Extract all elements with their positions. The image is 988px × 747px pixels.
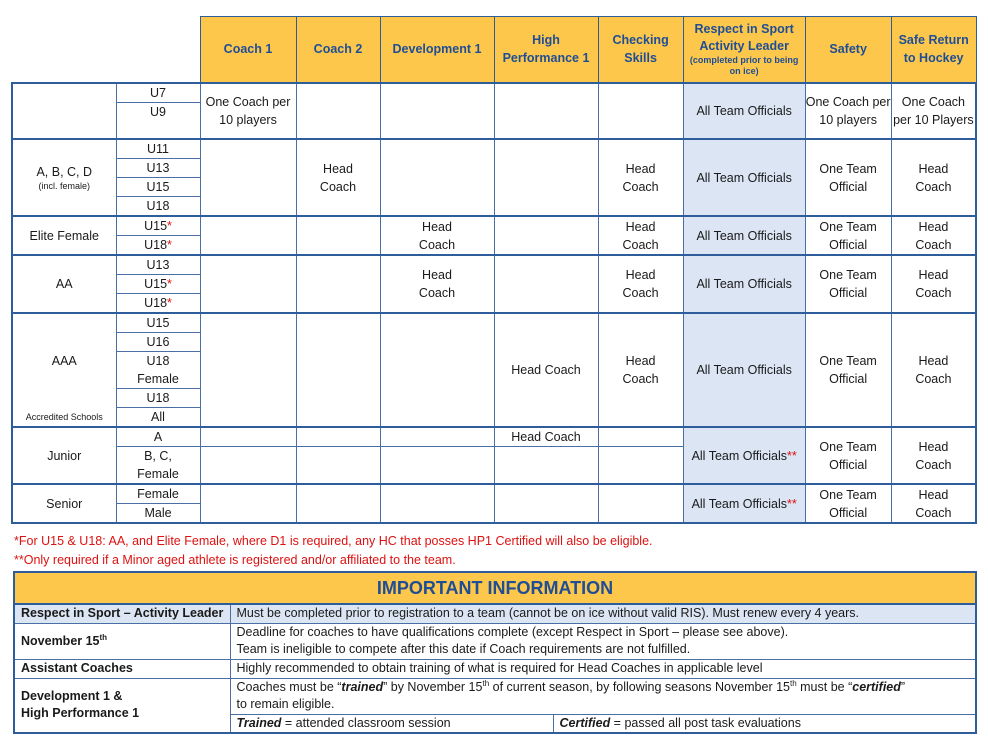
age-cell: U18 xyxy=(116,197,200,217)
info-label-ris: Respect in Sport – Activity Leader xyxy=(14,604,230,623)
safety-cell: One Team Official xyxy=(805,427,891,484)
coach2-cell xyxy=(296,484,380,523)
srh-cell: One Coach per 10 Players xyxy=(891,83,976,140)
info-label-nov xyxy=(14,623,230,659)
info-row xyxy=(14,659,976,678)
table-row xyxy=(12,484,976,504)
safety-text-2: 10 players xyxy=(819,112,877,127)
division-abcd: A, B, C, D xyxy=(36,165,93,179)
coach1-cell xyxy=(200,255,296,313)
age-text: U15 xyxy=(144,219,168,233)
coach1-cell xyxy=(200,83,296,140)
division-cell: Senior xyxy=(12,484,116,523)
ris-cell xyxy=(683,427,805,484)
header-ris xyxy=(683,17,805,83)
age-cell xyxy=(116,216,200,236)
dev-label-1: Development 1 & xyxy=(21,689,123,704)
division-cell xyxy=(12,139,116,216)
coach1-cell xyxy=(200,484,296,523)
header-ris-sub: (completed prior to being on ice) xyxy=(689,55,799,77)
header-safety: Safety xyxy=(805,17,891,83)
ris-cell: All Team Officials xyxy=(683,255,805,313)
dev-text-d: must be “ xyxy=(796,680,853,694)
coach1-cell xyxy=(200,313,296,427)
checking-cell: Head Coach xyxy=(598,313,683,427)
header-checking: Checking Skills xyxy=(598,17,683,83)
nov-label-sup: th xyxy=(99,632,108,642)
age-cell: All xyxy=(116,408,200,428)
dev-sup-2: th xyxy=(790,678,797,688)
footnote-2: **Only required if a Minor aged athlete is registered and/or affiliated to the team. xyxy=(14,553,456,567)
coach2-cell: Head Coach xyxy=(296,139,380,216)
coach1-cell xyxy=(200,447,296,485)
dev-text-b: ” by November 15 xyxy=(383,680,483,694)
info-certified-cell xyxy=(553,714,976,733)
info-trained-cell xyxy=(230,714,553,733)
checking-cell: Head Coach xyxy=(598,255,683,313)
checking-cell xyxy=(598,447,683,485)
age-cell: U16 xyxy=(116,333,200,352)
info-text-dev xyxy=(230,678,976,714)
ris-text: All Team Officials xyxy=(691,496,787,511)
header-coach1: Coach 1 xyxy=(200,17,296,83)
nov-label-text: November 15 xyxy=(21,633,100,648)
dev1-cell xyxy=(380,313,494,427)
header-row xyxy=(12,17,976,83)
info-title-row xyxy=(14,572,976,604)
double-asterisk: ** xyxy=(786,496,797,511)
dev-text-a: Coaches must be “ xyxy=(236,680,342,694)
info-label-dev xyxy=(14,678,230,733)
nov-text-2: Team is ineligible to compete after this date if Coach requirements are not fulfilled. xyxy=(236,642,691,656)
hp1-cell: Head Coach xyxy=(494,313,598,427)
certified-label: Certified xyxy=(559,715,611,730)
age-cell: U13 xyxy=(116,159,200,178)
table-row xyxy=(12,83,976,103)
srh-cell: Head Coach xyxy=(891,427,976,484)
header-dev1: Development 1 xyxy=(380,17,494,83)
dev1-cell xyxy=(380,447,494,485)
header-blank xyxy=(12,17,200,83)
safety-cell: One Team Official xyxy=(805,255,891,313)
age-cell: B, C, Female xyxy=(116,447,200,485)
division-cell: AAA xyxy=(12,313,116,408)
srh-cell: Head Coach xyxy=(891,255,976,313)
hp1-cell xyxy=(494,216,598,255)
division-cell xyxy=(12,83,116,140)
age-cell: U11 xyxy=(116,139,200,159)
age-cell xyxy=(116,275,200,294)
hp1-cell xyxy=(494,83,598,140)
dev-sup-1: th xyxy=(482,678,490,688)
ris-cell: All Team Officials xyxy=(683,139,805,216)
coach2-cell xyxy=(296,216,380,255)
dev1-cell xyxy=(380,427,494,447)
nov-text-1: Deadline for coaches to have qualifications complete (except Respect in Sport – please see above). xyxy=(236,625,789,639)
coach2-cell xyxy=(296,447,380,485)
age-cell xyxy=(116,236,200,256)
ris-cell xyxy=(683,484,805,523)
dev1-cell: Head Coach xyxy=(380,255,494,313)
checking-cell: Head Coach xyxy=(598,216,683,255)
age-cell xyxy=(116,294,200,314)
dev-text-line2: to remain eligible. xyxy=(236,697,335,711)
ris-cell: All Team Officials xyxy=(683,83,805,140)
asterisk: * xyxy=(167,277,172,291)
info-row xyxy=(14,604,976,623)
age-cell: U18 xyxy=(116,389,200,408)
division-accredited-schools: Accredited Schools xyxy=(12,408,116,428)
safety-text-1: One Coach per xyxy=(805,94,891,109)
age-cell: Female xyxy=(116,484,200,504)
srh-cell: Head Coach xyxy=(891,313,976,427)
info-row xyxy=(14,678,976,714)
age-cell: U18 Female xyxy=(116,352,200,389)
hp1-cell xyxy=(494,255,598,313)
checking-cell xyxy=(598,83,683,140)
table-row xyxy=(12,313,976,333)
age-text: U18 xyxy=(144,238,168,252)
hp1-cell xyxy=(494,484,598,523)
trained-label: Trained xyxy=(236,715,282,730)
table-row xyxy=(12,427,976,447)
trained-text: = attended classroom session xyxy=(281,715,451,730)
age-cell: A xyxy=(116,427,200,447)
safety-cell: One Team Official xyxy=(805,139,891,216)
info-text-asst: Highly recommended to obtain training of what is required for Head Coaches in applicable level xyxy=(230,659,976,678)
header-srh: Safe Return to Hockey xyxy=(891,17,976,83)
dev-text-trained: trained xyxy=(341,680,384,694)
age-cell: U9 xyxy=(116,102,200,139)
division-cell: Junior xyxy=(12,427,116,484)
hp1-cell xyxy=(494,447,598,485)
ris-cell: All Team Officials xyxy=(683,313,805,427)
srh-cell: Head Coach xyxy=(891,484,976,523)
dev1-cell xyxy=(380,83,494,140)
age-cell: U15 xyxy=(116,178,200,197)
division-cell: Elite Female xyxy=(12,216,116,255)
age-cell: U7 xyxy=(116,83,200,103)
age-cell: Male xyxy=(116,504,200,524)
dev-label-2: High Performance 1 xyxy=(21,706,140,721)
safety-cell: One Team Official xyxy=(805,313,891,427)
coach1-cell xyxy=(200,216,296,255)
header-coach2: Coach 2 xyxy=(296,17,380,83)
safety-cell: One Team Official xyxy=(805,484,891,523)
age-text: U18 xyxy=(144,296,168,310)
table-row xyxy=(12,216,976,236)
coach2-cell xyxy=(296,255,380,313)
coach1-text-1: One Coach per xyxy=(205,94,291,109)
age-text: U15 xyxy=(144,277,168,291)
division-cell: AA xyxy=(12,255,116,313)
asterisk: * xyxy=(167,296,172,310)
certified-text: = passed all post task evaluations xyxy=(610,715,801,730)
double-asterisk: ** xyxy=(786,448,797,463)
asterisk: * xyxy=(167,219,172,233)
hp1-cell xyxy=(494,139,598,216)
dev1-cell xyxy=(380,139,494,216)
dev-text-line1 xyxy=(237,679,970,696)
important-information-table xyxy=(13,571,977,734)
coaching-requirements-table xyxy=(11,16,977,524)
dev-text-c: of current season, by following seasons November 15 xyxy=(489,680,790,694)
dev-text-certified: certified xyxy=(852,680,901,694)
division-incl-female: (incl. female) xyxy=(38,181,90,191)
header-hp1: High Performance 1 xyxy=(494,17,598,83)
table-row xyxy=(12,255,976,275)
info-label-asst: Assistant Coaches xyxy=(14,659,230,678)
dev1-cell: Head Coach xyxy=(380,216,494,255)
srh-cell: Head Coach xyxy=(891,139,976,216)
table-row xyxy=(12,139,976,159)
footnote-1: *For U15 & U18: AA, and Elite Female, where D1 is required, any HC that posses HP1 Certified will also be eligible. xyxy=(14,534,653,548)
checking-cell xyxy=(598,427,683,447)
safety-cell: One Team Official xyxy=(805,216,891,255)
info-text-nov xyxy=(230,623,976,659)
dev-text-e: ” xyxy=(900,680,906,694)
header-ris-title: Respect in Sport Activity Leader xyxy=(694,22,794,54)
info-row xyxy=(14,623,976,659)
dev1-cell xyxy=(380,484,494,523)
coach2-cell xyxy=(296,427,380,447)
ris-cell: All Team Officials xyxy=(683,216,805,255)
coach1-text-2: 10 players xyxy=(219,112,277,127)
checking-cell: Head Coach xyxy=(598,139,683,216)
coach1-cell xyxy=(200,139,296,216)
coach1-cell xyxy=(200,427,296,447)
age-cell: U15 xyxy=(116,313,200,333)
age-cell: U13 xyxy=(116,255,200,275)
ris-text: All Team Officials xyxy=(691,448,787,463)
coach2-cell xyxy=(296,83,380,140)
checking-cell xyxy=(598,484,683,523)
coach2-cell xyxy=(296,313,380,427)
srh-cell: Head Coach xyxy=(891,216,976,255)
hp1-cell: Head Coach xyxy=(494,427,598,447)
asterisk: * xyxy=(167,238,172,252)
info-title: IMPORTANT INFORMATION xyxy=(14,572,976,604)
safety-cell xyxy=(805,83,891,140)
info-text-ris: Must be completed prior to registration to a team (cannot be on ice without valid RIS). Must renew every 4 years. xyxy=(230,604,976,623)
